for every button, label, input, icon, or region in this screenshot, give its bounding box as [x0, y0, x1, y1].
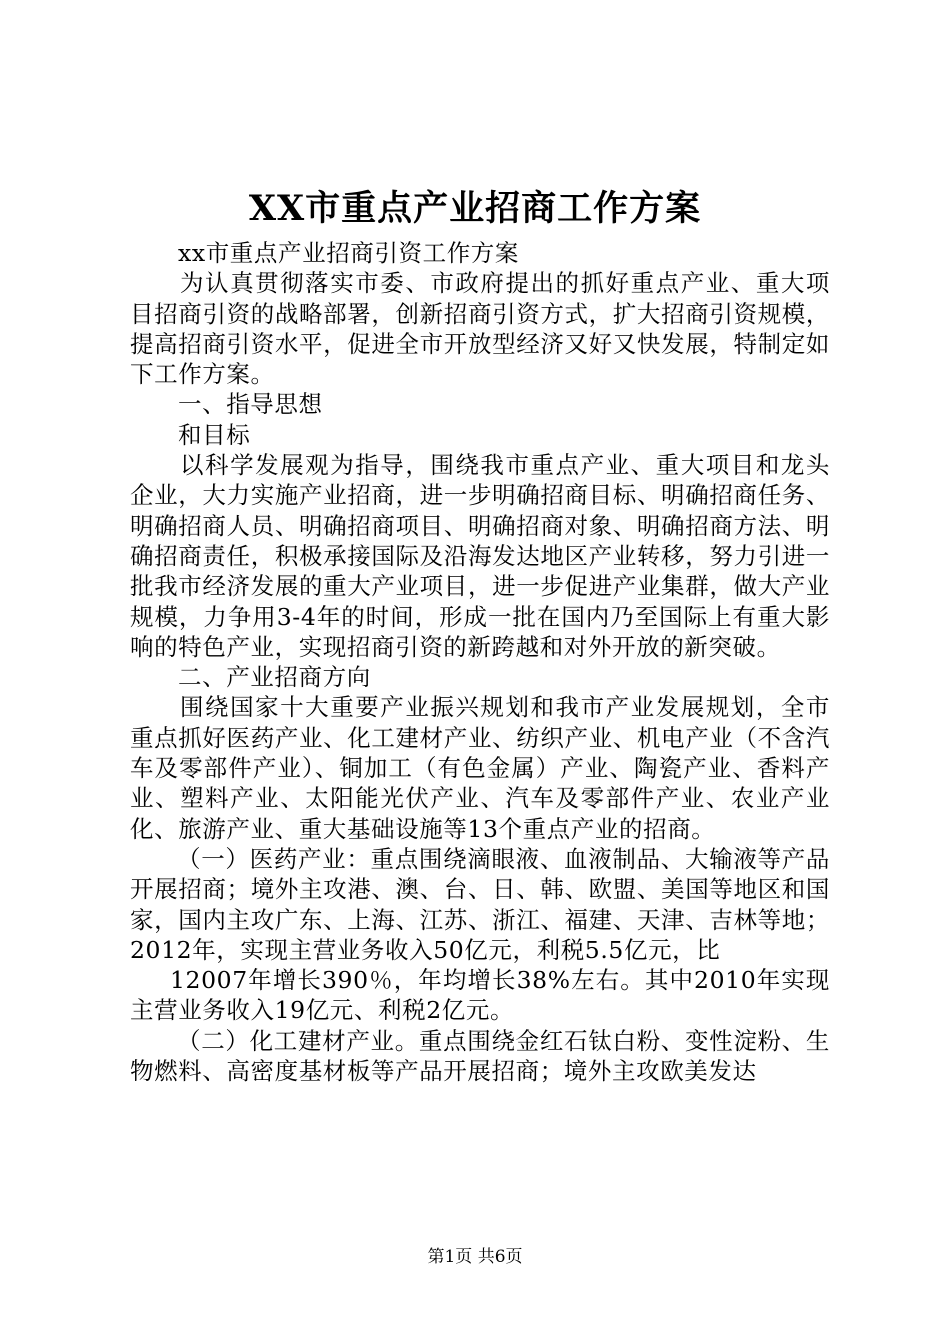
chemical-industry-paragraph: （二）化工建材产业。重点围绕金红石钛白粉、变性淀粉、生物燃料、高密度基材板等产品开展招商；境外主攻欧美发达	[130, 1026, 830, 1086]
medicine-growth-paragraph: 12007年增长390％，年均增长38%左右。其中2010年实现主营业务收入19亿元、利税2亿元。	[130, 966, 830, 1025]
subtitle-paragraph: xx市重点产业招商引资工作方案	[178, 239, 520, 267]
section-heading-1: 一、指导思想	[178, 390, 323, 419]
page-footer: 第1页 共6页	[427, 1247, 523, 1267]
section-heading-1-continued: 和目标	[178, 420, 251, 449]
section-heading-2: 二、产业招商方向	[178, 663, 371, 692]
document-title: XX市重点产业招商工作方案	[248, 188, 702, 229]
medicine-industry-paragraph: （一）医药产业：重点围绕滴眼液、血液制品、大输液等产品开展招商；境外主攻港、澳、台、日、韩、欧盟、美国等地区和国家，国内主攻广东、上海、江苏、浙江、福建、天津、吉林等地；2012年，实现主营业务收入50亿元，利税5.5亿元，比	[130, 844, 830, 964]
direction-paragraph: 围绕国家十大重要产业振兴规划和我市产业发展规划，全市重点抓好医药产业、化工建材产业、纺织产业、机电产业（不含汽车及零部件产业）、铜加工（有色金属）产业、陶瓷产业、香料产业、塑料产业、太阳能光伏产业、汽车及零部件产业、农业产业化、旅游产业、重大基础设施等13个重点产业的招商。	[130, 693, 830, 843]
intro-paragraph: 为认真贯彻落实市委、市政府提出的抓好重点产业、重大项目招商引资的战略部署，创新招商引资方式，扩大招商引资规模，提高招商引资水平，促进全市开放型经济又好又快发展，特制定如下工作方案。	[130, 269, 830, 389]
document-body	[130, 238, 830, 1086]
guiding-thought-paragraph: 以科学发展观为指导，围绕我市重点产业、重大项目和龙头企业，大力实施产业招商，进一步明确招商目标、明确招商任务、明确招商人员、明确招商项目、明确招商对象、明确招商方法、明确招商责任，积极承接国际及沿海发达地区产业转移，努力引进一批我市经济发展的重大产业项目，进一步促进产业集群，做大产业规模，力争用3-4年的时间，形成一批在国内乃至国际上有重大影响的特色产业，实现招商引资的新跨越和对外开放的新突破。	[130, 451, 830, 661]
